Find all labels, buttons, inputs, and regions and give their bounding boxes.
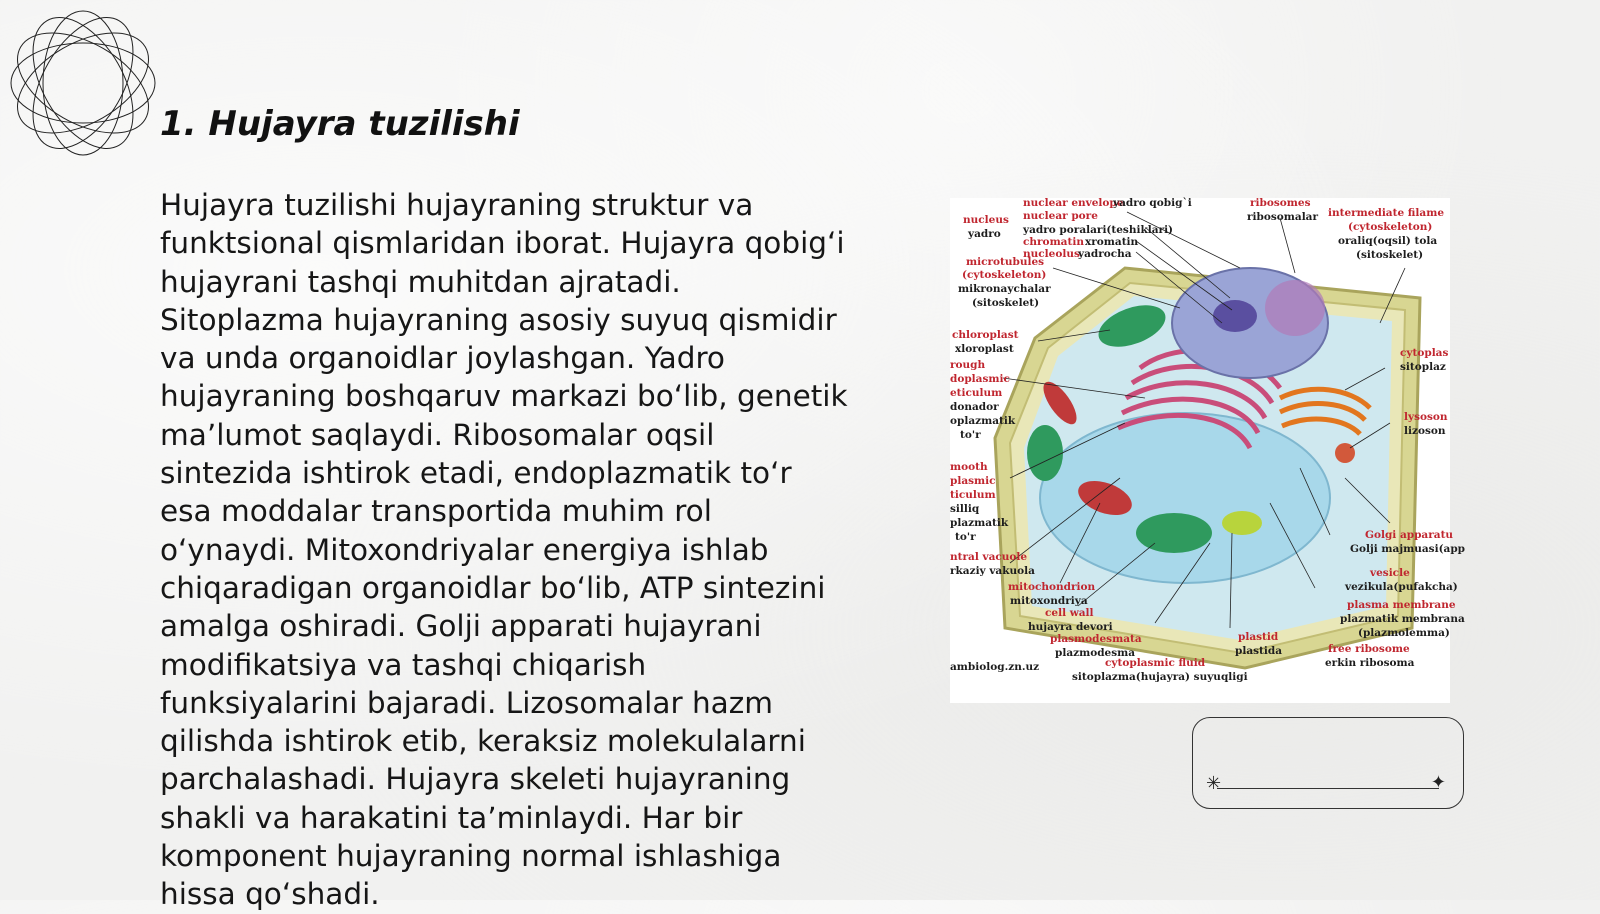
label-rough: rough [950,359,986,371]
label-markaziy-vakuola: rkaziy vakuola [950,565,1035,577]
label-tor-2: to'r [955,531,976,543]
label-plastid: plastid [1238,631,1279,643]
slide-title: 1. Hujayra tuzilishi [160,104,520,144]
label-chloroplast: chloroplast [952,329,1019,341]
plant-cell-illustration [950,197,1466,703]
label-silliq: silliq [950,503,980,515]
label-yadro-poralari: yadro poralari(teshiklari) [1023,224,1174,236]
label-sitoplazma-suyuqligi: sitoplazma(hujayra) suyuqligi [1072,671,1248,683]
label-donador: donador [950,401,999,413]
label-hujayra-devori: hujayra devori [1028,621,1113,633]
sparkle-icon: ✳ [1206,773,1222,794]
label-nuclear-pore: nuclear pore [1023,210,1098,222]
label-plazmolemma: (plazmolemma) [1358,627,1450,639]
label-source: ambiolog.zn.uz [950,661,1040,673]
label-lysosome: lysoson [1404,411,1448,423]
label-plasma-membrane: plasma membrane [1347,599,1456,611]
label-sitoskelet-1: (sitoskelet) [1356,249,1424,261]
label-plastida: plastida [1235,645,1283,657]
label-vezikula: vezikula(pufakcha) [1345,581,1458,593]
label-nucleolus: nucleolus [1023,248,1080,260]
label-free-ribosome: free ribosome [1328,643,1410,655]
label-mitoxondriya: mitoxondriya [1010,595,1088,607]
label-sitoskelet-2: (sitoskelet) [972,297,1040,309]
label-plazmodesma: plazmodesma [1055,647,1136,659]
label-sitoplaz: sitoplaz [1400,361,1446,373]
label-oplazmatik: oplazmatik [950,415,1016,427]
label-ribosomalar: ribosomalar [1247,211,1319,223]
label-oraliq-tola: oraliq(oqsil) tola [1338,235,1438,247]
label-eticulum: eticulum [950,387,1003,399]
label-mooth: mooth [950,461,988,473]
label-microtubules: microtubules [966,256,1045,268]
frame-line [1217,788,1439,789]
label-cytoplasmic-fluid: cytoplasmic fluid [1105,657,1206,669]
decorative-frame [1192,717,1464,809]
label-ticulum: ticulum [950,489,996,501]
label-plasmic: plasmic [950,475,996,487]
label-yadrocha: yadrocha [1078,248,1132,260]
label-vesicle: vesicle [1370,567,1410,579]
plant-cell-diagram [950,197,1466,703]
label-yadro: yadro [968,228,1001,240]
label-xloroplast: xloroplast [955,343,1014,355]
label-yadro-qobigi: yadro qobig`i [1113,197,1192,209]
label-central-vacuole: ntral vacuole [950,551,1028,563]
label-tor-1: to'r [960,429,981,441]
label-lizosom: lizoson [1404,425,1446,437]
label-nucleus: nucleus [963,214,1009,226]
label-ribosomes: ribosomes [1250,197,1311,209]
label-plazmatik: plazmatik [950,517,1009,529]
label-cytoplasm: cytoplas [1400,347,1449,359]
label-plasmodesmata: plasmodesmata [1050,633,1142,645]
label-cytoskeleton-2: (cytoskeleton) [962,269,1047,281]
label-mikronaychalar: mikronaychalar [958,283,1051,295]
label-xromatin: xromatin [1085,236,1139,248]
label-doplasmic: doplasmic [950,373,1010,385]
label-plazmatik-membrana: plazmatik membrana [1340,613,1465,625]
label-golji: Golji majmuasi(app [1350,543,1466,555]
label-nuclear-envelope: nuclear envelope [1023,197,1124,209]
label-mitochondrion: mitochondrion [1008,581,1096,593]
label-intermediate-filament: intermediate filame [1328,207,1445,219]
label-erkin-ribosoma: erkin ribosoma [1325,657,1415,669]
decorative-circle-logo [8,8,158,158]
label-cytoskeleton-1: (cytoskeleton) [1348,221,1433,233]
label-cell-wall: cell wall [1045,607,1094,619]
slide-body-text: Hujayra tuzilishi hujayraning struktur va funktsional qismlaridan iborat. Hujayra qobig‘i hujayrani tashqi muhitdan ajratadi. Sitoplazma hujayraning asosiy suyuq qismidir va unda organoidlar joylashgan. Yadro hujayraning boshqaruv markazi bo‘lib, genetik ma’lumot saqlaydi. Ribosomalar oqsil sintezida ishtirok etadi, endoplazmatik to‘r esa moddalar transportida muhim rol o‘ynaydi. Mitoxondriyalar energiya ishlab chiqaradigan organoidlar bo‘lib, ATP sintezini amalga oshiradi. Golji apparati hujayrani modifikatsiya va tashqi chiqarish funksiyalarini bajaradi. Lizosomalar hazm qilishda ishtirok etib, keraksiz molekulalarni parchalashadi. Hujayra skeleti hujayraning shakli va harakatini ta’minlaydi. Har bir komponent hujayraning normal ishlashiga hissa qo‘shadi. [160,188,848,912]
label-golgi: Golgi apparatu [1365,529,1454,541]
star-point-icon: ✦ [1430,772,1446,793]
label-chromatin: chromatin [1023,236,1084,248]
